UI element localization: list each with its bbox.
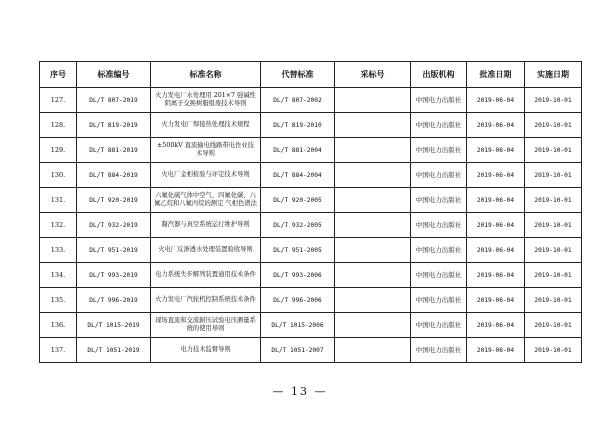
serial-cell: 131.	[40, 188, 77, 213]
table-row	[40, 113, 582, 138]
standard-name-cell: 火电厂金相检验与评定技术导则	[151, 163, 261, 188]
standard-name-cell: 火力发电厂水处理用 201×7 强碱性阴离子交换树脂报废技术导则	[151, 88, 261, 113]
adopted-standard-cell	[335, 288, 411, 313]
adopted-standard-cell	[335, 188, 411, 213]
replaced-standard-cell: DL/T 819-2010	[261, 113, 335, 138]
adopted-standard-cell	[335, 88, 411, 113]
publisher-cell: 中国电力出版社	[411, 138, 467, 163]
publisher-cell: 中国电力出版社	[411, 188, 467, 213]
approval-date-cell: 2019-06-04	[467, 113, 525, 138]
standard-code-cell: DL/T 993-2019	[77, 263, 151, 288]
effective-date-cell: 2019-10-01	[525, 113, 582, 138]
table-row	[40, 263, 582, 288]
approval-date-cell: 2019-06-04	[467, 338, 525, 363]
approval-date-cell: 2019-06-04	[467, 313, 525, 338]
replaced-standard-cell: DL/T 881-2004	[261, 138, 335, 163]
replaced-standard-cell: DL/T 807-2002	[261, 88, 335, 113]
table-row	[40, 288, 582, 313]
serial-cell: 136.	[40, 313, 77, 338]
replaced-standard-cell: DL/T 932-2005	[261, 213, 335, 238]
standard-code-cell: DL/T 1051-2019	[77, 338, 151, 363]
table-row	[40, 138, 582, 163]
table-row	[40, 238, 582, 263]
header-cell: 序号	[40, 62, 77, 88]
replaced-standard-cell: DL/T 1015-2006	[261, 313, 335, 338]
header-cell: 标准名称	[151, 62, 261, 88]
header-cell: 批准日期	[467, 62, 525, 88]
serial-cell: 128.	[40, 113, 77, 138]
serial-cell: 130.	[40, 163, 77, 188]
publisher-cell: 中国电力出版社	[411, 213, 467, 238]
standard-name-cell: 凝汽器与真空系统运行维护导则	[151, 213, 261, 238]
header-cell: 实施日期	[525, 62, 582, 88]
standard-name-cell: 火力发电厂汽轮机控制系统技术条件	[151, 288, 261, 313]
table-row	[40, 338, 582, 363]
approval-date-cell: 2019-06-04	[467, 188, 525, 213]
standard-code-cell: DL/T 951-2019	[77, 238, 151, 263]
header-cell: 出版机构	[411, 62, 467, 88]
standard-name-cell: 六氟化硫气体中空气、四氟化碳、六氟乙烷和八氟丙烷的测定 气相色谱法	[151, 188, 261, 213]
effective-date-cell: 2019-10-01	[525, 138, 582, 163]
adopted-standard-cell	[335, 338, 411, 363]
adopted-standard-cell	[335, 238, 411, 263]
approval-date-cell: 2019-06-04	[467, 288, 525, 313]
publisher-cell: 中国电力出版社	[411, 338, 467, 363]
standard-code-cell: DL/T 920-2019	[77, 188, 151, 213]
standard-name-cell: 火电厂反渗透水处理装置验收导则	[151, 238, 261, 263]
replaced-standard-cell: DL/T 1051-2007	[261, 338, 335, 363]
effective-date-cell: 2019-10-01	[525, 338, 582, 363]
adopted-standard-cell	[335, 313, 411, 338]
adopted-standard-cell	[335, 113, 411, 138]
serial-cell: 129.	[40, 138, 77, 163]
header-cell: 代替标准	[261, 62, 335, 88]
standard-name-cell: 现场直流和交流耐压试验电压测量系统的使用导则	[151, 313, 261, 338]
table-row	[40, 188, 582, 213]
effective-date-cell: 2019-10-01	[525, 288, 582, 313]
standard-name-cell: ±500kV 直流输电线路带电作业技术导则	[151, 138, 261, 163]
publisher-cell: 中国电力出版社	[411, 113, 467, 138]
publisher-cell: 中国电力出版社	[411, 313, 467, 338]
standard-code-cell: DL/T 1015-2019	[77, 313, 151, 338]
publisher-cell: 中国电力出版社	[411, 238, 467, 263]
adopted-standard-cell	[335, 263, 411, 288]
effective-date-cell: 2019-10-01	[525, 88, 582, 113]
serial-cell: 133.	[40, 238, 77, 263]
approval-date-cell: 2019-06-04	[467, 163, 525, 188]
publisher-cell: 中国电力出版社	[411, 288, 467, 313]
standard-code-cell: DL/T 819-2019	[77, 113, 151, 138]
approval-date-cell: 2019-06-04	[467, 238, 525, 263]
standard-name-cell: 火力发电厂焊接热处理技术规程	[151, 113, 261, 138]
standard-name-cell: 电力技术监督导则	[151, 338, 261, 363]
approval-date-cell: 2019-06-04	[467, 138, 525, 163]
table-row	[40, 313, 582, 338]
standards-table	[39, 61, 582, 363]
publisher-cell: 中国电力出版社	[411, 263, 467, 288]
serial-cell: 134.	[40, 263, 77, 288]
serial-cell: 127.	[40, 88, 77, 113]
publisher-cell: 中国电力出版社	[411, 88, 467, 113]
table-row	[40, 88, 582, 113]
adopted-standard-cell	[335, 163, 411, 188]
standard-code-cell: DL/T 996-2019	[77, 288, 151, 313]
serial-cell: 137.	[40, 338, 77, 363]
replaced-standard-cell: DL/T 993-2006	[261, 263, 335, 288]
standard-name-cell: 电力系统失步解列装置通用技术条件	[151, 263, 261, 288]
replaced-standard-cell: DL/T 996-2006	[261, 288, 335, 313]
table-header-row	[40, 62, 582, 88]
effective-date-cell: 2019-10-01	[525, 213, 582, 238]
adopted-standard-cell	[335, 138, 411, 163]
effective-date-cell: 2019-10-01	[525, 313, 582, 338]
replaced-standard-cell: DL/T 920-2005	[261, 188, 335, 213]
effective-date-cell: 2019-10-01	[525, 163, 582, 188]
standard-code-cell: DL/T 884-2019	[77, 163, 151, 188]
approval-date-cell: 2019-06-04	[467, 88, 525, 113]
standard-code-cell: DL/T 932-2019	[77, 213, 151, 238]
effective-date-cell: 2019-10-01	[525, 188, 582, 213]
standard-code-cell: DL/T 881-2019	[77, 138, 151, 163]
header-cell: 采标号	[335, 62, 411, 88]
publisher-cell: 中国电力出版社	[411, 163, 467, 188]
adopted-standard-cell	[335, 213, 411, 238]
replaced-standard-cell: DL/T 884-2004	[261, 163, 335, 188]
header-cell: 标准编号	[77, 62, 151, 88]
serial-cell: 132.	[40, 213, 77, 238]
serial-cell: 135.	[40, 288, 77, 313]
replaced-standard-cell: DL/T 951-2005	[261, 238, 335, 263]
approval-date-cell: 2019-06-04	[467, 213, 525, 238]
approval-date-cell: 2019-06-04	[467, 263, 525, 288]
effective-date-cell: 2019-10-01	[525, 263, 582, 288]
table-row	[40, 213, 582, 238]
effective-date-cell: 2019-10-01	[525, 238, 582, 263]
page-number: — 13 —	[272, 385, 328, 398]
table-row	[40, 163, 582, 188]
standard-code-cell: DL/T 807-2019	[77, 88, 151, 113]
